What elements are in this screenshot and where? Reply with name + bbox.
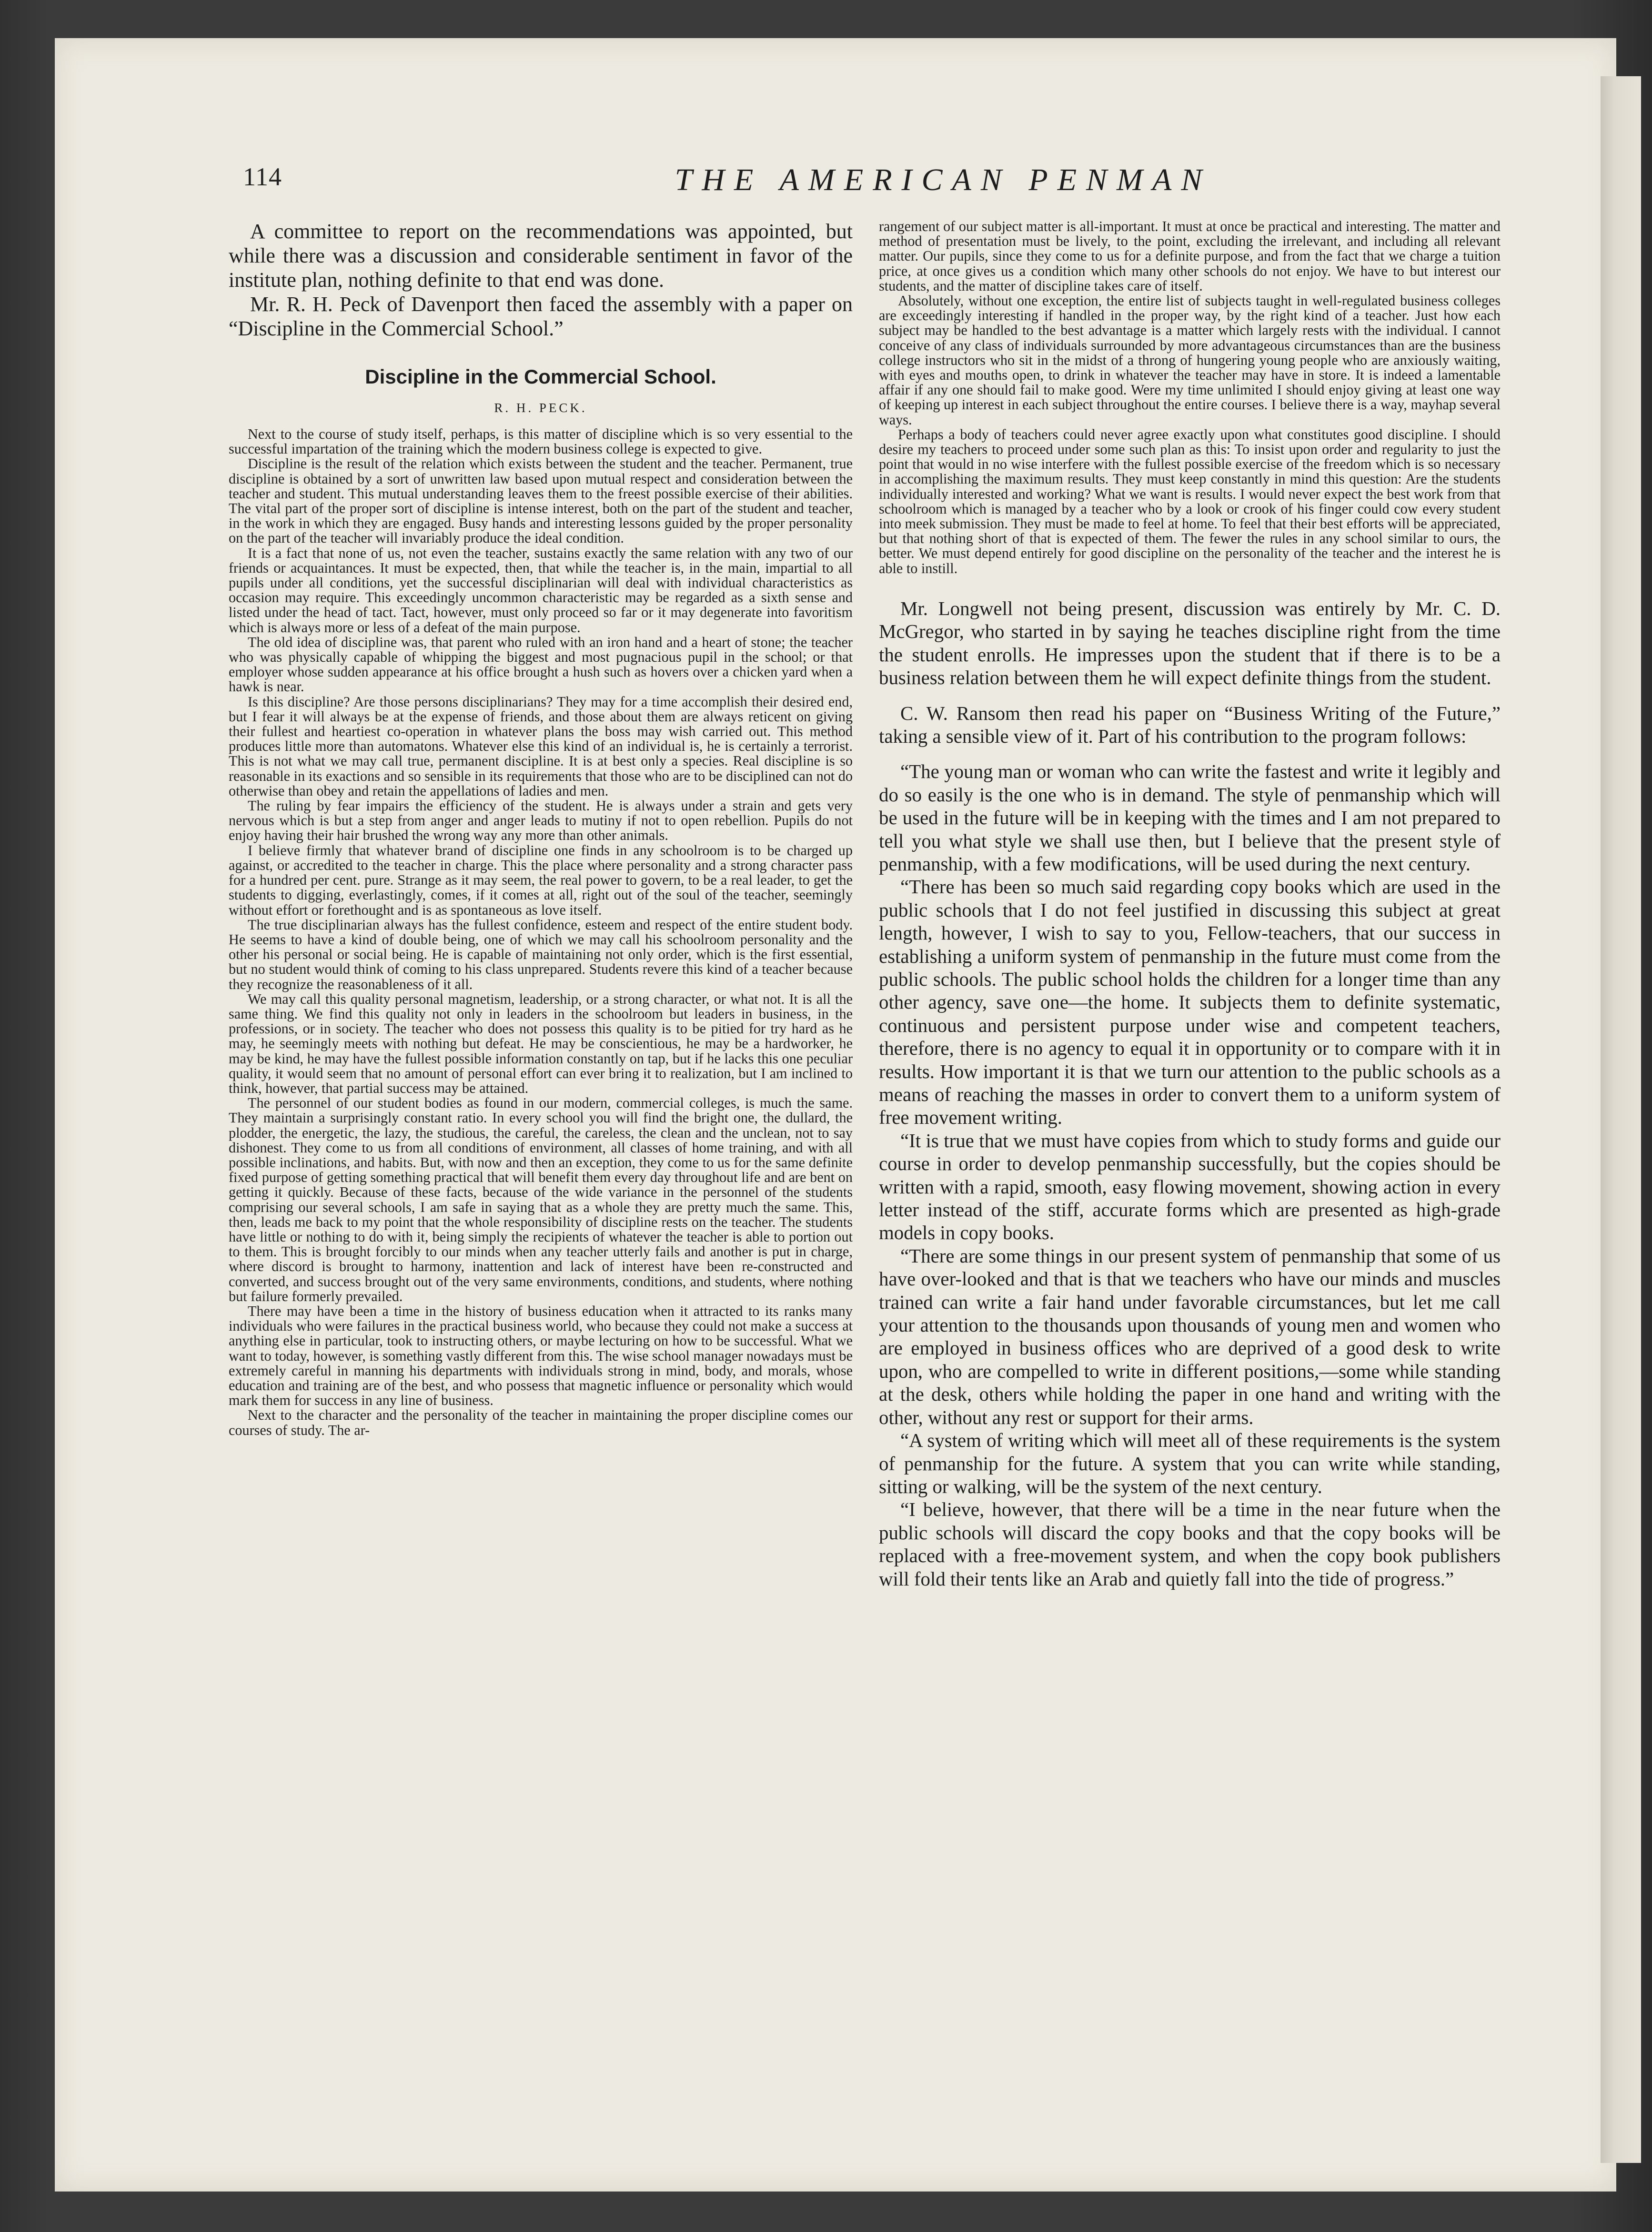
article-paragraph: Next to the character and the personality of the teacher in maintaining the proper discipline comes our courses of study. The ar- [229,1407,853,1438]
article-paragraph: rangement of our subject matter is all-important. It must at once be practical and interesting. The matter and method of presentation must be lively, to the point, excluding the irrelevant, and including all relevant matter. Our pupils, since they come to us for a definite purpose, and from the fact that we charge a tuition price, at once gives us a condition which many other schools do not enjoy. We have to but interest our students, and the matter of discipline takes care of itself. [879,218,1501,294]
article-byline: R. H. PECK. [494,401,587,415]
left-column [229,219,853,1438]
article-paragraph: Discipline is the result of the relation which exists between the student and the teacher. Permanent, true discipline is obtained by a sort of unwritten law based upon mutual respect and consideration between the teacher and student. This mutual understanding leaves them to the freest possible exercise of their abilities. The vital part of the proper sort of discipline is intense interest, both on the part of the student and teacher, in the work in which they are engaged. Busy hands and interesting lessons guided by the proper personality on the part of the teacher will invariably produce the ideal condition. [229,455,853,546]
page-number: 114 [243,162,282,191]
article-paragraph: The personnel of our student bodies as found in our modern, commercial colleges, is much the same. They maintain a surprisingly constant ratio. In every school you will find the bright one, the dullard, the plodder, the energetic, the lazy, the studious, the careful, the careless, the clean and the unclean, not to say dishonest. They come to us from all conditions of environment, all classes of home training, and with all possible inclinations, and habits. But, with now and then an exception, they come to us for the same definite fixed purpose of getting something practical that will benefit them every day throughout life and are bent on getting it quickly. Because of these facts, because of the wide variance in the personnel of the students comprising our several schools, I am safe in saying that as a whole they are pretty much the same. This, then, leads me back to my point that the whole responsibility of discipline rests on the teacher. The students have little or nothing to do with it, being simply the recipients of whatever the teacher is able to portion out to them. This is brought forcibly to our minds when any teacher utterly fails and another is put in charge, where discord is brought to harmony, inattention and lack of interest have been re-constructed and converted, and success brought out of the very same environments, conditions, and students, where nothing but failure formerly prevailed. [229,1095,853,1304]
right-column [879,219,1501,1591]
article-paragraph: The old idea of discipline was, that parent who ruled with an iron hand and a heart of stone; the teacher who was physically capable of whipping the biggest and most pugnacious pupil in the school; or that employer whose sudden appearance at his office brought a hush such as hovers over a chicken yard when a hawk is near. [229,634,853,695]
report-paragraph: Mr. Longwell not being present, discussion was entirely by Mr. C. D. McGregor, who started in by saying he teaches discipline right from the time the student enrolls. He impresses upon the student that if there is to be a business relation between them he will expect definite things from the student. [879,597,1501,689]
quote-paragraph: “I believe, however, that there will be a time in the near future when the public schools will discard the copy books and that the copy books will be replaced with a free-movement system, and when the copy book publishers will fold their tents like an Arab and quietly fall into the tide of progress.” [879,1499,1501,1590]
intro-paragraph: A committee to report on the recommendations was appointed, but while there was a discussion and considerable sentiment in favor of the institute plan, nothing definite to that end was done. [229,220,853,292]
article-paragraph: The true disciplinarian always has the fullest confidence, esteem and respect of the entire student body. He seems to have a kind of double being, one of which we may call his schoolroom personality and the other his personal or social being. He is capable of maintaining not only order, which is the first essential, but no student would think of coming to his class unprepared. Students revere this kind of a teacher because they recognize the reasonableness of it all. [229,916,853,992]
article-paragraph: Absolutely, without one exception, the entire list of subjects taught in well-regulated business colleges are exceedingly interesting if handled in the proper way, by the right kind of a teacher. Just how each subject may be handled to the best advantage is a matter which largely rests with the individual. I cannot conceive of any class of individuals surrounded by more advantageous circumstances than are the business college instructors who sit in the midst of a throng of hungering young people who are anxiously waiting, with eyes and mouths open, to drink in whatever the teacher may have in store. It is indeed a lamentable affair if any one should fail to make good. Were my time unlimited I should enjoy giving at least one way of keeping up interest in each subject throughout the entire courses. I believe there is a way, mayhap several ways. [879,293,1501,428]
quote-paragraph: “There are some things in our present system of penmanship that some of us have over-looked and that is that we teachers who have our minds and muscles trained can write a fair hand under favorable circumstances, but let me call your attention to the thousands upon thousands of young men and women who are employed in business offices who are deprived of a good desk to write upon, who are compelled to write in different positions,—some while standing at the desk, others while holding the paper in one hand and writing with the other, without any rest or support for their arms. [879,1245,1501,1428]
article-paragraph: I believe firmly that whatever brand of discipline one finds in any schoolroom is to be charged up against, or accredited to the teacher in charge. This the place where personality and a strong character pass for a hundred per cent. pure. Strange as it may seem, the real power to govern, to be a real leader, to get the students to digging, everlastingly, comes, if it comes at all, right out of the soul of the teacher, seemingly without effort or forethought and is as spontaneous as love itself. [229,842,853,918]
article-title: Discipline in the Commercial School. [365,365,716,388]
page-header [243,162,1643,214]
quote-paragraph: “There has been so much said regarding copy books which are used in the public schools that I do not feel justified in discussing this subject at great length, however, I wish to say to you, Fellow-teachers, that our success in establishing a uniform system of penmanship in the future must come from the public schools. The public school holds the children for a longer time than any other agency, save one—the home. It subjects them to definite systematic, continuous and persistent purpose under wise and competent teachers, therefore, there is no agency to equal it in opportunity or to compare with it in results. How important it is that we turn our attention to the public schools as a means of reaching the masses in order to convert them to a uniform system of free movement writing. [879,876,1501,1129]
article-paragraph: Next to the course of study itself, perhaps, is this matter of discipline which is so very essential to the successful impartation of the training which the modern business college is expected to give. [229,426,853,457]
next-page-edge [1601,76,1641,2163]
article-paragraph: We may call this quality personal magnetism, leadership, or a strong character, or what not. It is all the same thing. We find this quality not only in leaders in the schoolroom but leaders in business, in the professions, or in society. The teacher who does not possess this quality is to be pitied for try hard as he may, he seemingly meets with nothing but defeat. He may be conscientious, he may be a hardworker, he may be kind, he may have the fullest possible information constantly on tap, but if he lacks this one peculiar quality, it would seem that no amount of personal effort can ever bring it to realization, but I am inclined to think, however, that partial success may be attained. [229,990,853,1096]
quote-paragraph: “It is true that we must have copies from which to study forms and guide our course in order to develop penmanship successfully, but the copies should be written with a rapid, smooth, easy flowing movement, showing action in every letter instead of the stiff, accurate forms which are presented as high-grade models in copy books. [879,1130,1501,1244]
report-paragraph: C. W. Ransom then read his paper on “Business Writing of the Future,” taking a sensible view of it. Part of his contribution to the program follows: [879,702,1501,747]
running-title: THE AMERICAN PENMAN [675,162,1212,197]
quote-paragraph: “A system of writing which will meet all of these requirements is the system of penmanship for the future. A system that you can write while standing, sitting or walking, will be the system of the next century. [879,1430,1501,1497]
article-paragraph: Perhaps a body of teachers could never agree exactly upon what constitutes good discipline. I should desire my teachers to proceed under some such plan as this: To insist upon order and regularity to just the point that would in no wise interfere with the fullest possible exercise of the freedom which is so necessary in accomplishing the maximum results. They must keep constantly in mind this question: Are the students individually interested and working? What we want is results. I would never expect the best work from that schoolroom which is managed by a teacher who by a look or crook of his finger could cow every student into meek submission. They must be made to feel at home. To feel that their best efforts will be appreciated, but that nothing short of that is expected of them. The fewer the rules in any school similar to ours, the better. We must depend entirely for good discipline on the personality of the teacher and the interest he is able to instill. [879,426,1501,576]
intro-paragraph: Mr. R. H. Peck of Davenport then faced the assembly with a paper on “Discipline in the Commercial School.” [229,293,853,340]
article-paragraph: Is this discipline? Are those persons disciplinarians? They may for a time accomplish their desired end, but I fear it will always be at the expense of friends, and those about them are always reticent on giving their fullest and heartiest co-operation in whatever plans the boss may wish carried out. This method produces little more than automatons. Whatever else this kind of an individual is, he is certainly a terrorist. This is not what we may call true, permanent discipline. It is at best only a species. Real discipline is so reasonable in its exactions and so sensible in its requirements that those who are to be disciplined can not do otherwise than obey and retain the appellations of ladies and men. [229,693,853,799]
article-paragraph: The ruling by fear impairs the efficiency of the student. He is always under a strain and gets very nervous which is but a step from anger and anger leads to mutiny if not to open rebellion. Pupils do not enjoy having their hair brushed the wrong way any more than other animals. [229,798,853,844]
quote-paragraph: “The young man or woman who can write the fastest and write it legibly and do so easily is the one who is in demand. The style of penmanship which will be used in the future will be in keeping with the times and I am not prepared to tell you what style we shall use then, but I believe that the present style of penmanship, with a few modifications, will be used during the next century. [879,761,1501,875]
article-paragraph: There may have been a time in the history of business education when it attracted to its ranks many individuals who were failures in the practical business world, who because they could not make a success at anything else in particular, took to instructing others, or maybe lecturing on how to be successful. What we want to today, however, is something vastly different from this. The wise school manager nowadays must be extremely careful in manning his departments with individuals strong in mind, body, and morals, whose education and training are of the best, and who possess that magnetic influence or personality which would mark them for success in any line of business. [229,1303,853,1409]
article-paragraph: It is a fact that none of us, not even the teacher, sustains exactly the same relation with any two of our friends or acquaintances. It must be expected, then, that while the teacher is, in the main, impartial to all pupils under all conditions, yet the successful disciplinarian will deal with individual characteristics as occasion may require. This exceedingly uncommon characteristic may be regarded as a sixth sense and listed under the head of tact. Tact, however, must only proceed so far or it may degenerate into favoritism which is always more or less of a defeat of the main purpose. [229,545,853,636]
